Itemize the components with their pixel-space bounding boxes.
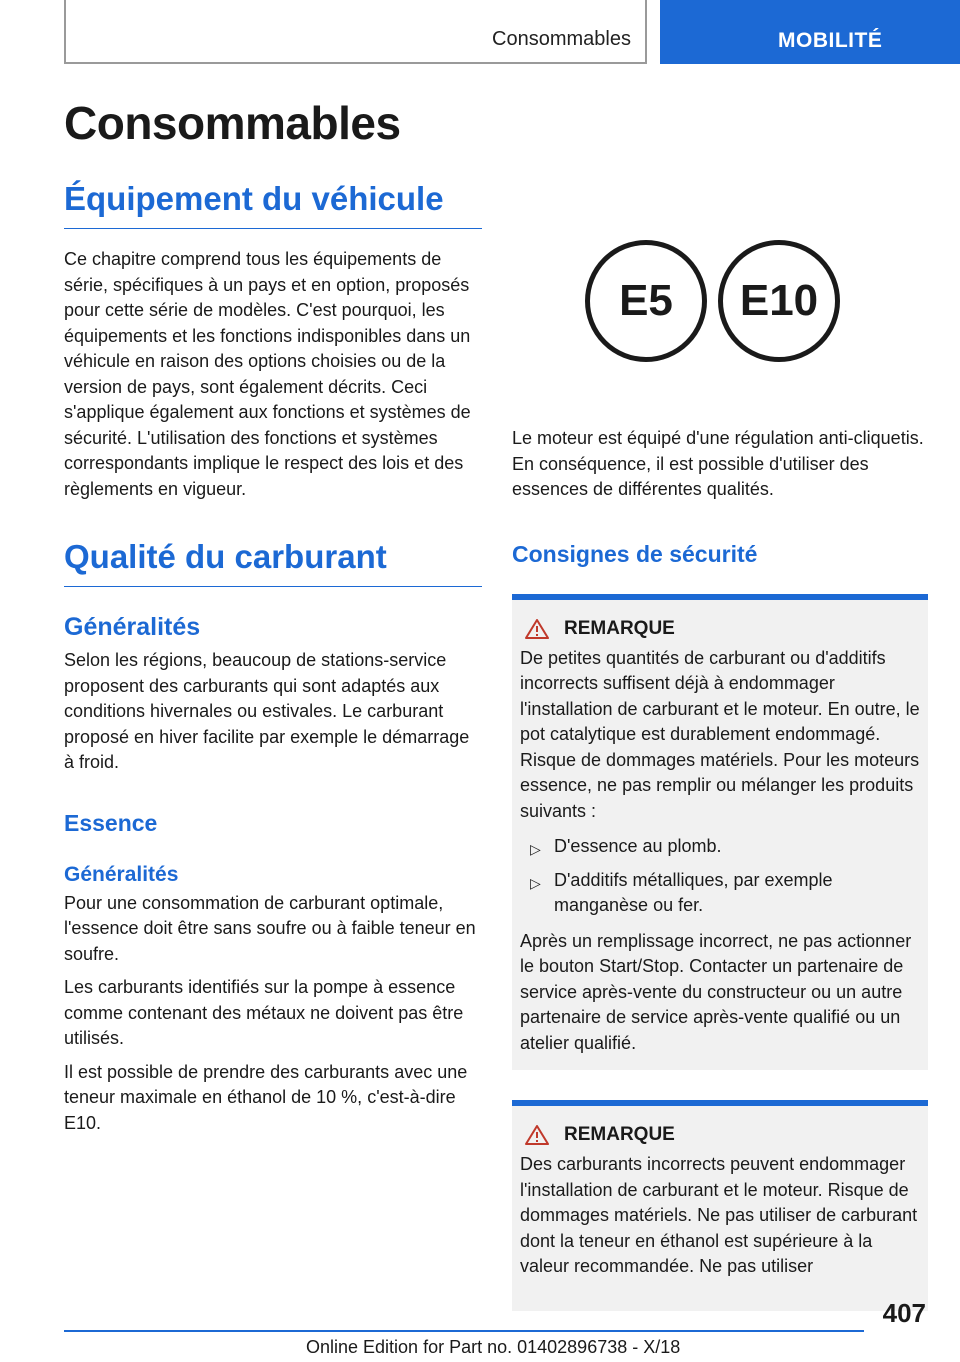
header-section-title: Consommables [492, 28, 631, 50]
subheading-essence: Essence [64, 809, 158, 836]
header-section-box [64, 0, 647, 64]
left-column [64, 96, 482, 1136]
section-heading-fuel-quality: Qualité du carburant [64, 538, 482, 587]
essence-paragraph-2: Les carburants identifiés sur la pompe à essence comme contenant des métaux ne doivent pas être utilisés. [64, 977, 464, 1048]
safety-heading: Consignes de sécurité [512, 540, 758, 567]
section-heading-equipment: Équipement du véhicule [64, 180, 482, 229]
page-title: Consommables [64, 97, 401, 149]
warning-icon [524, 618, 550, 640]
list-item: ▷ D'essence au plomb. [520, 834, 920, 860]
note-after-text: Après un remplissage incorrect, ne pas actionner le bouton Start/Stop. Contacter un partenaire de service après-vente du constructeur ou un autre partenaire de service après-vente qualifié ou un atelier qualifié. [520, 930, 912, 1053]
page-number: 407 [882, 1298, 926, 1328]
note-box-2 [512, 1100, 928, 1311]
essence-paragraph-3: Il est possible de prendre des carburants avec une teneur maximale en éthanol de 10 %, c'est-à-dire E10. [64, 1061, 468, 1133]
engine-paragraph: Le moteur est équipé d'une régulation anti-cliquetis. En conséquence, il est possible d'utiliser des essences de différentes qualités. [512, 428, 924, 499]
right-column [512, 240, 928, 1311]
list-item: ▷ D'additifs métalliques, par exemple manganèse ou fer. [530, 869, 833, 915]
triangle-bullet-icon: ▷ [530, 874, 541, 891]
note-header [524, 618, 920, 640]
subheading-essence-general: Généralités [64, 862, 179, 886]
footer-edition: Online Edition for Part no. 01402896738 - X/18 [306, 1337, 681, 1357]
note-list [520, 834, 920, 919]
header-chapter-label: MOBILITÉ [778, 29, 883, 52]
triangle-bullet-icon: ▷ [530, 841, 541, 857]
note-title: REMARQUE [564, 1124, 675, 1145]
note-text: Des carburants incorrects peuvent endommager l'installation de carburant et le moteur. Risque de dommages matériels. Ne pas utiliser de carburant dont la teneur en éthanol est supérieure à la valeur recommandée. Ne pas utiliser [520, 1154, 918, 1276]
footer-divider [64, 1330, 864, 1332]
essence-paragraph-1: Pour une consommation de carburant optimale, l'essence doit être sans soufre ou à faible teneur en soufre. [64, 892, 476, 964]
general-paragraph: Selon les régions, beaucoup de stations-service proposent des carburants qui sont adaptés aux conditions hivernales ou estivales. Le carburant proposé en hiver facilite par exemple le démarrage à froid. [64, 650, 470, 772]
note-text: De petites quantités de carburant ou d'additifs incorrects suffisent déjà à endommager l'installation de carburant et le moteur. En outre, le pot catalytique est durablement endommagé. Risque de dommages matériels. Pour les moteurs essence, ne pas remplir ou mélanger les produits suivants : [520, 647, 920, 821]
header-chapter-tab[interactable] [660, 0, 960, 64]
subheading-general: Généralités [64, 613, 201, 641]
fuel-badges [512, 240, 928, 370]
note-title: REMARQUE [564, 617, 675, 639]
warning-icon [524, 1124, 550, 1146]
equipment-paragraph: Ce chapitre comprend tous les équipements de série, spécifiques à un pays et en option, proposés pour cette série de modèles. C'est pourquoi, les équipements et les fonctions indisponibles dans un véhicule en raison des options choisies ou de la version de pays, sont également décrits. Ceci s'applique également aux fonctions et systèmes de sécurité. L'utilisation des fonctions et systèmes correspondants implique le respect des lois et des règlements en vigueur. [64, 249, 471, 499]
e10-badge: E10 [718, 240, 840, 362]
note-header [524, 1124, 920, 1146]
e5-badge: E5 [585, 240, 707, 362]
note-box-1 [512, 594, 928, 1071]
